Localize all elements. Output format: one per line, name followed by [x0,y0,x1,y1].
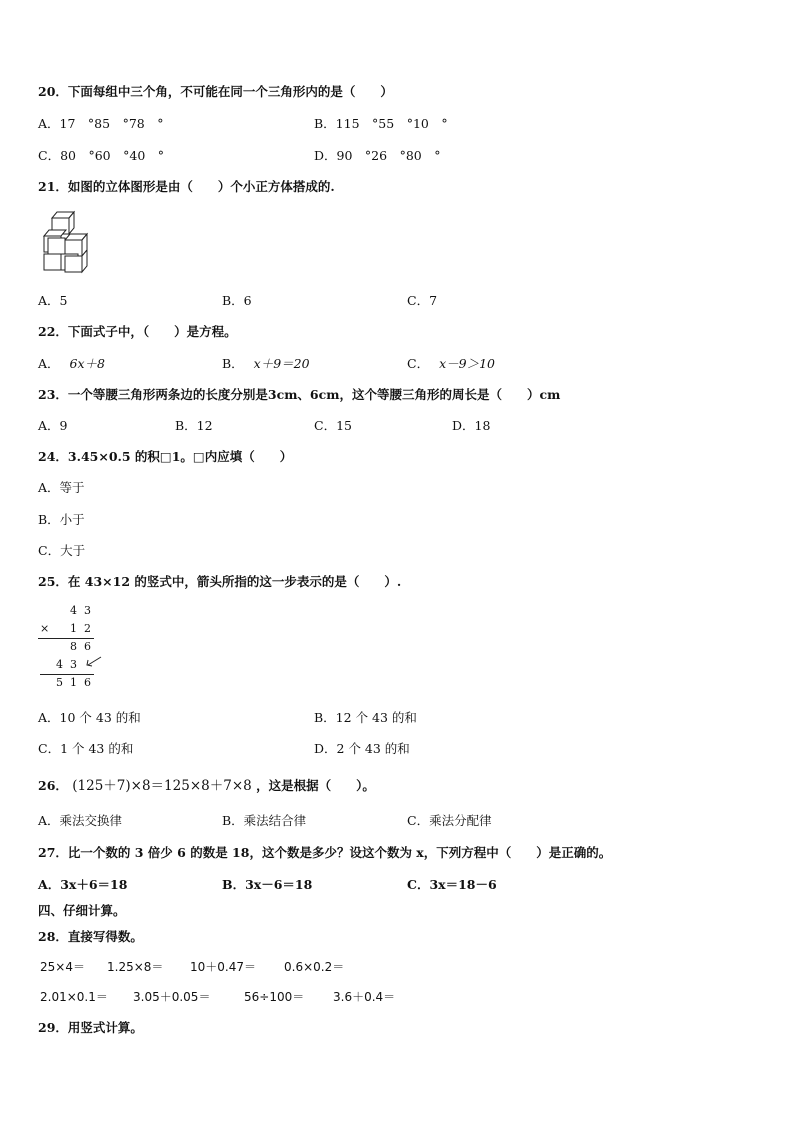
q21-option-a: A．5 [38,293,68,308]
q23-option-c: C．15 [314,418,352,433]
q24-option-a: A．等于 [38,480,85,495]
q22-option-c-expr: x－9＞10 [439,356,495,371]
q20-option-c: C．80 °60 °40 ° [38,148,165,163]
q22-option-a-label: A． [38,356,60,371]
q29-stem: 29．用竖式计算。 [38,1020,143,1035]
q20-option-a: A．17 °85 °78 ° [38,116,164,131]
calc-item: 2.01×0.1＝ [40,990,108,1004]
q25-option-c: C．1 个 43 的和 [38,741,134,756]
q25-option-d: D．2 个 43 的和 [314,741,410,756]
q20-option-d: D．90 °26 °80 ° [314,148,441,163]
q26-stem [38,774,375,794]
digit: 6 [84,640,91,653]
digit: 3 [70,658,77,671]
q28-stem: 28．直接写得数。 [38,929,143,944]
digit: 1 [70,676,77,689]
q21-stem: 21．如图的立体图形是由（ ）个小正方体搭成的. [38,179,335,194]
q25-stem: 25．在 43×12 的竖式中，箭头所指的这一步表示的是（ ）. [38,574,402,589]
calc-item: 3.6＋0.4＝ [333,990,396,1004]
section-heading: 四、仔细计算。 [38,903,126,918]
calc-item: 0.6×0.2＝ [284,960,345,974]
q21-option-b: B．6 [222,293,252,308]
q22-option-a [38,354,105,372]
calc-item: 3.05＋0.05＝ [133,990,211,1004]
q20-option-b: B．115 °55 °10 ° [314,116,448,131]
q24-option-c: C．大于 [38,543,86,558]
q27-option-c: C．3x＝18－6 [407,877,497,892]
rule [40,674,94,675]
q20-stem: 20．下面每组中三个角，不可能在同一个三角形内的是（ ） [38,84,393,99]
q24-option-b: B．小于 [38,512,85,527]
q23-option-a: A．9 [38,418,68,433]
q23-option-d: D．18 [452,418,491,433]
q22-option-b [222,354,310,372]
calc-item: 1.25×8＝ [107,960,164,974]
q25-option-a: A．10 个 43 的和 [38,710,141,725]
q26-stem-suffix: ，这是根据（ ）。 [256,778,375,793]
times-sign: × [40,622,50,635]
digit: 8 [70,640,77,653]
q22-stem: 22．下面式子中，（ ）是方程。 [38,324,237,339]
q21-option-c: C．7 [407,293,438,308]
q22-option-b-expr: x＋9＝20 [253,356,310,371]
q23-option-b: B．12 [175,418,213,433]
q25-option-b: B．12 个 43 的和 [314,710,417,725]
q26-option-a: A．乘法交换律 [38,813,123,828]
q22-option-c [407,354,495,372]
calc-item: 25×4＝ [40,960,85,974]
q26-option-c: C．乘法分配律 [407,813,492,828]
digit: 4 [56,658,63,671]
q23-stem: 23．一个等腰三角形两条边的长度分别是3cm、6cm，这个等腰三角形的周长是（ ）cm [38,387,561,402]
cube-stack-figure [38,206,98,276]
q22-option-b-label: B． [222,356,244,371]
q26-option-b: B．乘法结合律 [222,813,307,828]
rule [38,638,94,639]
q22-option-a-expr: 6x＋8 [69,356,105,371]
digit: 5 [56,676,63,689]
digit: 4 [70,604,77,617]
vertical-multiplication [38,604,108,690]
arrow-icon [84,655,104,669]
digit: 3 [84,604,91,617]
q24-stem: 24．3.45×0.5 的积□1。□内应填（ ） [38,449,293,464]
calc-item: 10＋0.47＝ [190,960,256,974]
digit: 2 [84,622,91,635]
digit: 1 [70,622,77,635]
q26-number: 26． [38,778,68,793]
calc-item: 56÷100＝ [244,990,305,1004]
q27-option-a: A．3x＋6＝18 [38,877,128,892]
q22-option-c-label: C． [407,356,430,371]
q27-stem: 27．比一个数的 3 倍少 6 的数是 18，这个数是多少？设这个数为 x，下列方程中（ ）是正确的。 [38,845,612,860]
q26-formula: (125＋7)×8＝125×8＋7×8 [72,778,252,794]
digit: 6 [84,676,91,689]
q27-option-b: B．3x－6＝18 [222,877,313,892]
